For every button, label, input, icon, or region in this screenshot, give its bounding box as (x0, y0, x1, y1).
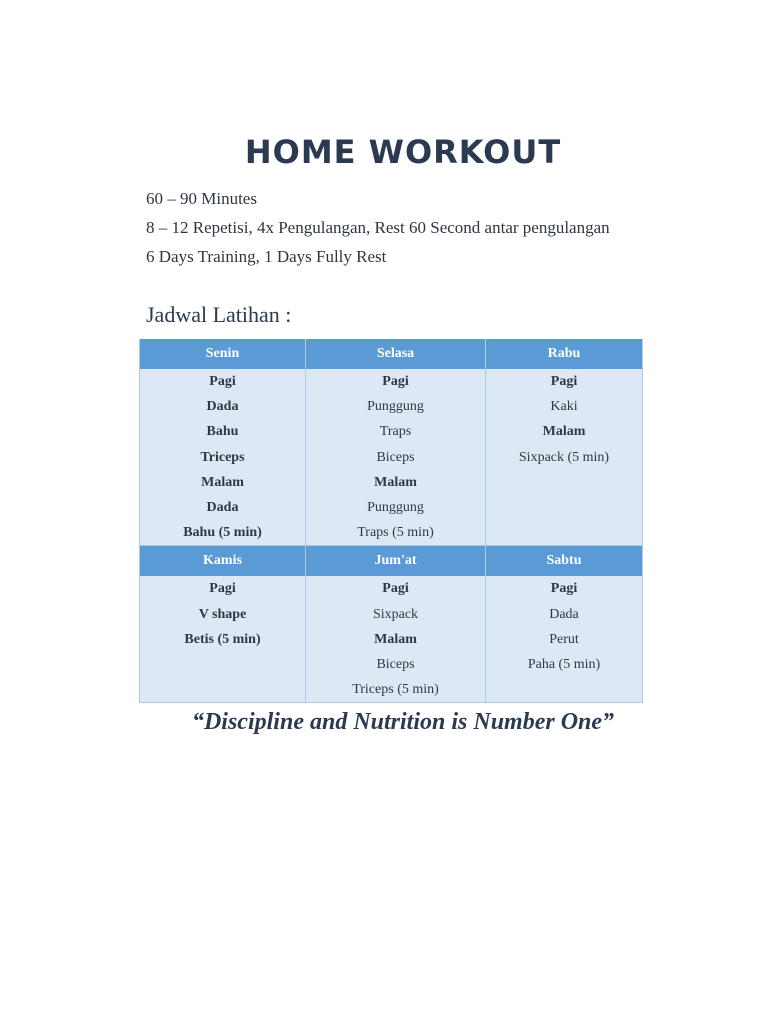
exercise-item: Traps (5 min) (357, 525, 434, 541)
cell-rabu (486, 369, 643, 546)
exercise-item: Betis (5 min) (184, 631, 261, 647)
header-selasa: Selasa (306, 339, 486, 369)
motivational-quote: “Discipline and Nutrition is Number One” (191, 709, 615, 735)
exercise-item: Pagi (382, 374, 409, 389)
exercise-item: Punggung (367, 399, 424, 415)
cell-jumat (306, 576, 486, 702)
exercise-item: Kaki (550, 399, 578, 415)
exercise-item: Dada (549, 606, 579, 622)
exercise-item: Traps (379, 424, 412, 440)
page-title: HOME WORKOUT (244, 133, 562, 171)
header-jumat: Jum'at (306, 546, 486, 577)
cell-sabtu (486, 576, 643, 702)
exercise-item: Pagi (550, 581, 578, 597)
exercise-item: Biceps (376, 656, 415, 672)
cell-selasa (306, 369, 486, 546)
exercise-item: Dada (206, 499, 239, 515)
exercise-item: Dada (206, 399, 239, 415)
exercise-item: Bahu (206, 424, 239, 440)
exercise-item: Biceps (376, 449, 415, 465)
exercise-item: Malam (374, 631, 417, 647)
exercise-item: Perut (549, 631, 579, 647)
exercise-item: Pagi (382, 581, 409, 597)
exercise-item: V shape (198, 606, 247, 622)
exercise-item: Malam (374, 474, 417, 490)
schedule-table (139, 339, 643, 703)
exercise-item: Malam (542, 424, 586, 440)
exercise-item: Punggung (367, 499, 424, 515)
repetition-text: 8 – 12 Repetisi, 4x Pengulangan, Rest 60 Second antar pengulangan (146, 218, 610, 237)
exercise-item: Pagi (209, 581, 236, 597)
header-row (140, 339, 643, 369)
exercise-item: Sixpack (5 min) (518, 449, 610, 465)
exercise-item: Triceps (5 min) (352, 682, 439, 698)
training-days-text: 6 Days Training, 1 Days Fully Rest (146, 247, 387, 266)
header-sabtu: Sabtu (486, 546, 643, 577)
header-senin: Senin (140, 339, 306, 369)
exercise-item: Pagi (550, 374, 578, 389)
cell-senin (140, 369, 306, 546)
schedule-row (140, 369, 643, 546)
exercise-item: Bahu (5 min) (183, 525, 262, 541)
exercise-item: Paha (5 min) (527, 656, 601, 672)
header-rabu: Rabu (486, 339, 643, 369)
header-kamis: Kamis (140, 546, 306, 577)
exercise-item: Sixpack (372, 606, 419, 622)
exercise-item: Pagi (209, 374, 236, 389)
cell-kamis (140, 576, 306, 702)
duration-text: 60 – 90 Minutes (146, 189, 257, 208)
schedule-row (140, 576, 643, 702)
header-row (140, 546, 643, 577)
section-title: Jadwal Latihan : (146, 302, 292, 327)
exercise-item: Triceps (200, 449, 245, 465)
exercise-item: Malam (201, 474, 244, 490)
